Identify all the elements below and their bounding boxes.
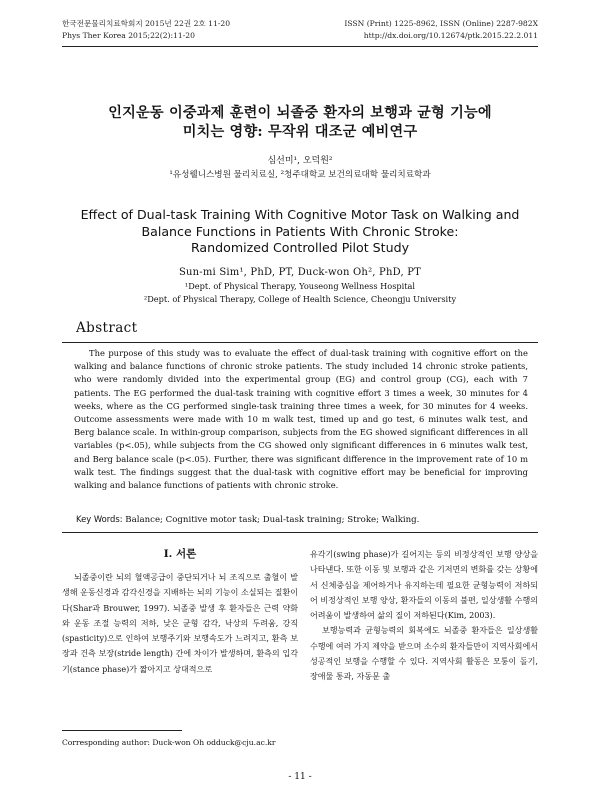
- keywords-label: Key Words:: [76, 514, 123, 524]
- header-divider: [62, 46, 538, 47]
- english-affiliation-1: ¹Dept. of Physical Therapy, Youseong Wellness Hospital: [184, 281, 416, 291]
- english-title-line-1: Effect of Dual-task Training With Cognitive Motor Task on Walking and: [80, 207, 520, 222]
- footnote-divider: [62, 730, 182, 731]
- doi-link[interactable]: http://dx.doi.org/10.12674/ptk.2015.22.2.011: [363, 31, 538, 40]
- section-heading-introduction: Ⅰ. 서론: [163, 548, 197, 560]
- korean-title: [62, 104, 538, 141]
- abstract-heading: Abstract: [76, 320, 138, 336]
- english-title-line-3: Randomized Controlled Pilot Study: [190, 240, 410, 255]
- korean-authors: 심선미¹, 오덕원²: [267, 156, 333, 166]
- journal-citation-korean: 한국전문물리치료학회지 2015년 22권 2호 11-20: [62, 19, 231, 28]
- korean-title-line-2: 미치는 영향: 무작위 대조군 예비연구: [182, 123, 418, 140]
- journal-header-right: [344, 18, 538, 42]
- body-column-right: [310, 547, 538, 685]
- keywords: [76, 513, 530, 527]
- korean-affiliation: ¹유성웰니스병원 물리치료실, ²청주대학교 보건의료대학 물리치료학과: [169, 170, 431, 180]
- body-paragraph: 보행능력과 균형능력의 회복에도 뇌졸중 환자들은 일상생활 수행에 여러 가지 제약을 받으며 소수의 환자들만이 지역사회에서 성공적인 보행을 수행할 수 있다. 지역사회 활동은 모퉁이 돌기, 장애물 통과, 자동문 출: [310, 626, 538, 682]
- english-authors: Sun-mi Sim¹, PhD, PT, Duck-won Oh², PhD, PT: [178, 267, 422, 278]
- english-title-line-2: Balance Functions in Patients With Chronic Stroke:: [141, 223, 459, 239]
- corresponding-author-footnote: Corresponding author: Duck-won Oh odduck@cju.ac.kr: [62, 738, 276, 747]
- korean-title-line-1: 인지운동 이중과제 훈련이 뇌졸중 환자의 보행과 균형 기능에: [108, 105, 492, 121]
- english-affiliation-2: ²Dept. of Physical Therapy, College of Health Science, Cheongju University: [143, 294, 457, 304]
- journal-header-left: [62, 18, 230, 42]
- issn-line: ISSN (Print) 1225-8962, ISSN (Online) 2287-982X: [344, 19, 538, 28]
- keywords-divider: [62, 532, 538, 533]
- body-column-left: 뇌졸중이란 뇌의 혈액공급이 중단되거나 뇌 조직으로 출혈이 발생해 운동신경과 감각신경을 지배하는 뇌의 기능이 소실되는 질환이다(Shar과 Brouwer, 1997). 뇌졸중 발생 후 환자들은 근력 약화와 운동 조절 능력의 저하, 낮은 균형 감각, 낙상의 두려움, 강직(spasticity)으로 인하여 보행주기와 보행속도가 느려지고, 환측 보장과 건측 보장(stride length) 간에 차이가 발생하며, 환측의 입각기(stance phase)가 짧아지고 상대적으로: [62, 573, 298, 674]
- keywords-text: Balance; Cognitive motor task; Dual-task training; Stroke; Walking.: [125, 515, 420, 525]
- body-paragraph: 유각기(swing phase)가 길어지는 등의 비정상적인 보행 양상을 나타낸다. 또한 이동 및 보행과 같은 기저면의 변화를 갖는 상황에서 신체중심을 제어하거나 유지하는데 필요한 균형능력이 저하되어 비정상적인 보행 양상, 환자들의 이동의 불편, 일상생활 수행의 어려움이 발생하여 삶의 질이 저하된다(Kim, 2003).: [310, 550, 538, 621]
- english-title: [62, 207, 538, 257]
- journal-citation-english: Phys Ther Korea 2015;22(2):11-20: [62, 31, 195, 40]
- abstract-body: The purpose of this study was to evaluate the effect of dual-task training with cognitive effort on the walking and balance functions of chronic stroke patients. The study included 14 chronic stroke patients, who were randomly divided into the experimental group (EG) and control group (CG), each with 7 patients. The EG performed the dual-task training with cognitive effort 3 times a week, 30 minutes for 4 weeks, where as the CG performed single-task training three times a week, for 30 minutes for 4 weeks. Outcome assessments were made with 10 m walk test, timed up and go test, 6 minutes walk test, and Berg balance scale. In within-group comparison, subjects from the EG showed significant differences in all variables (p<.05), while subjects from the CG showed only significant differences in 6 minutes walk test, and Berg balance scale (p<.05). Further, there was significant difference in the improvement rate of 10 m walk test. The findings suggest that the dual-task with cognitive effort may be beneficial for improving walking and balance functions of patients with chronic stroke.: [74, 348, 528, 491]
- abstract-divider: [62, 342, 538, 343]
- page-number: - 11 -: [288, 772, 312, 782]
